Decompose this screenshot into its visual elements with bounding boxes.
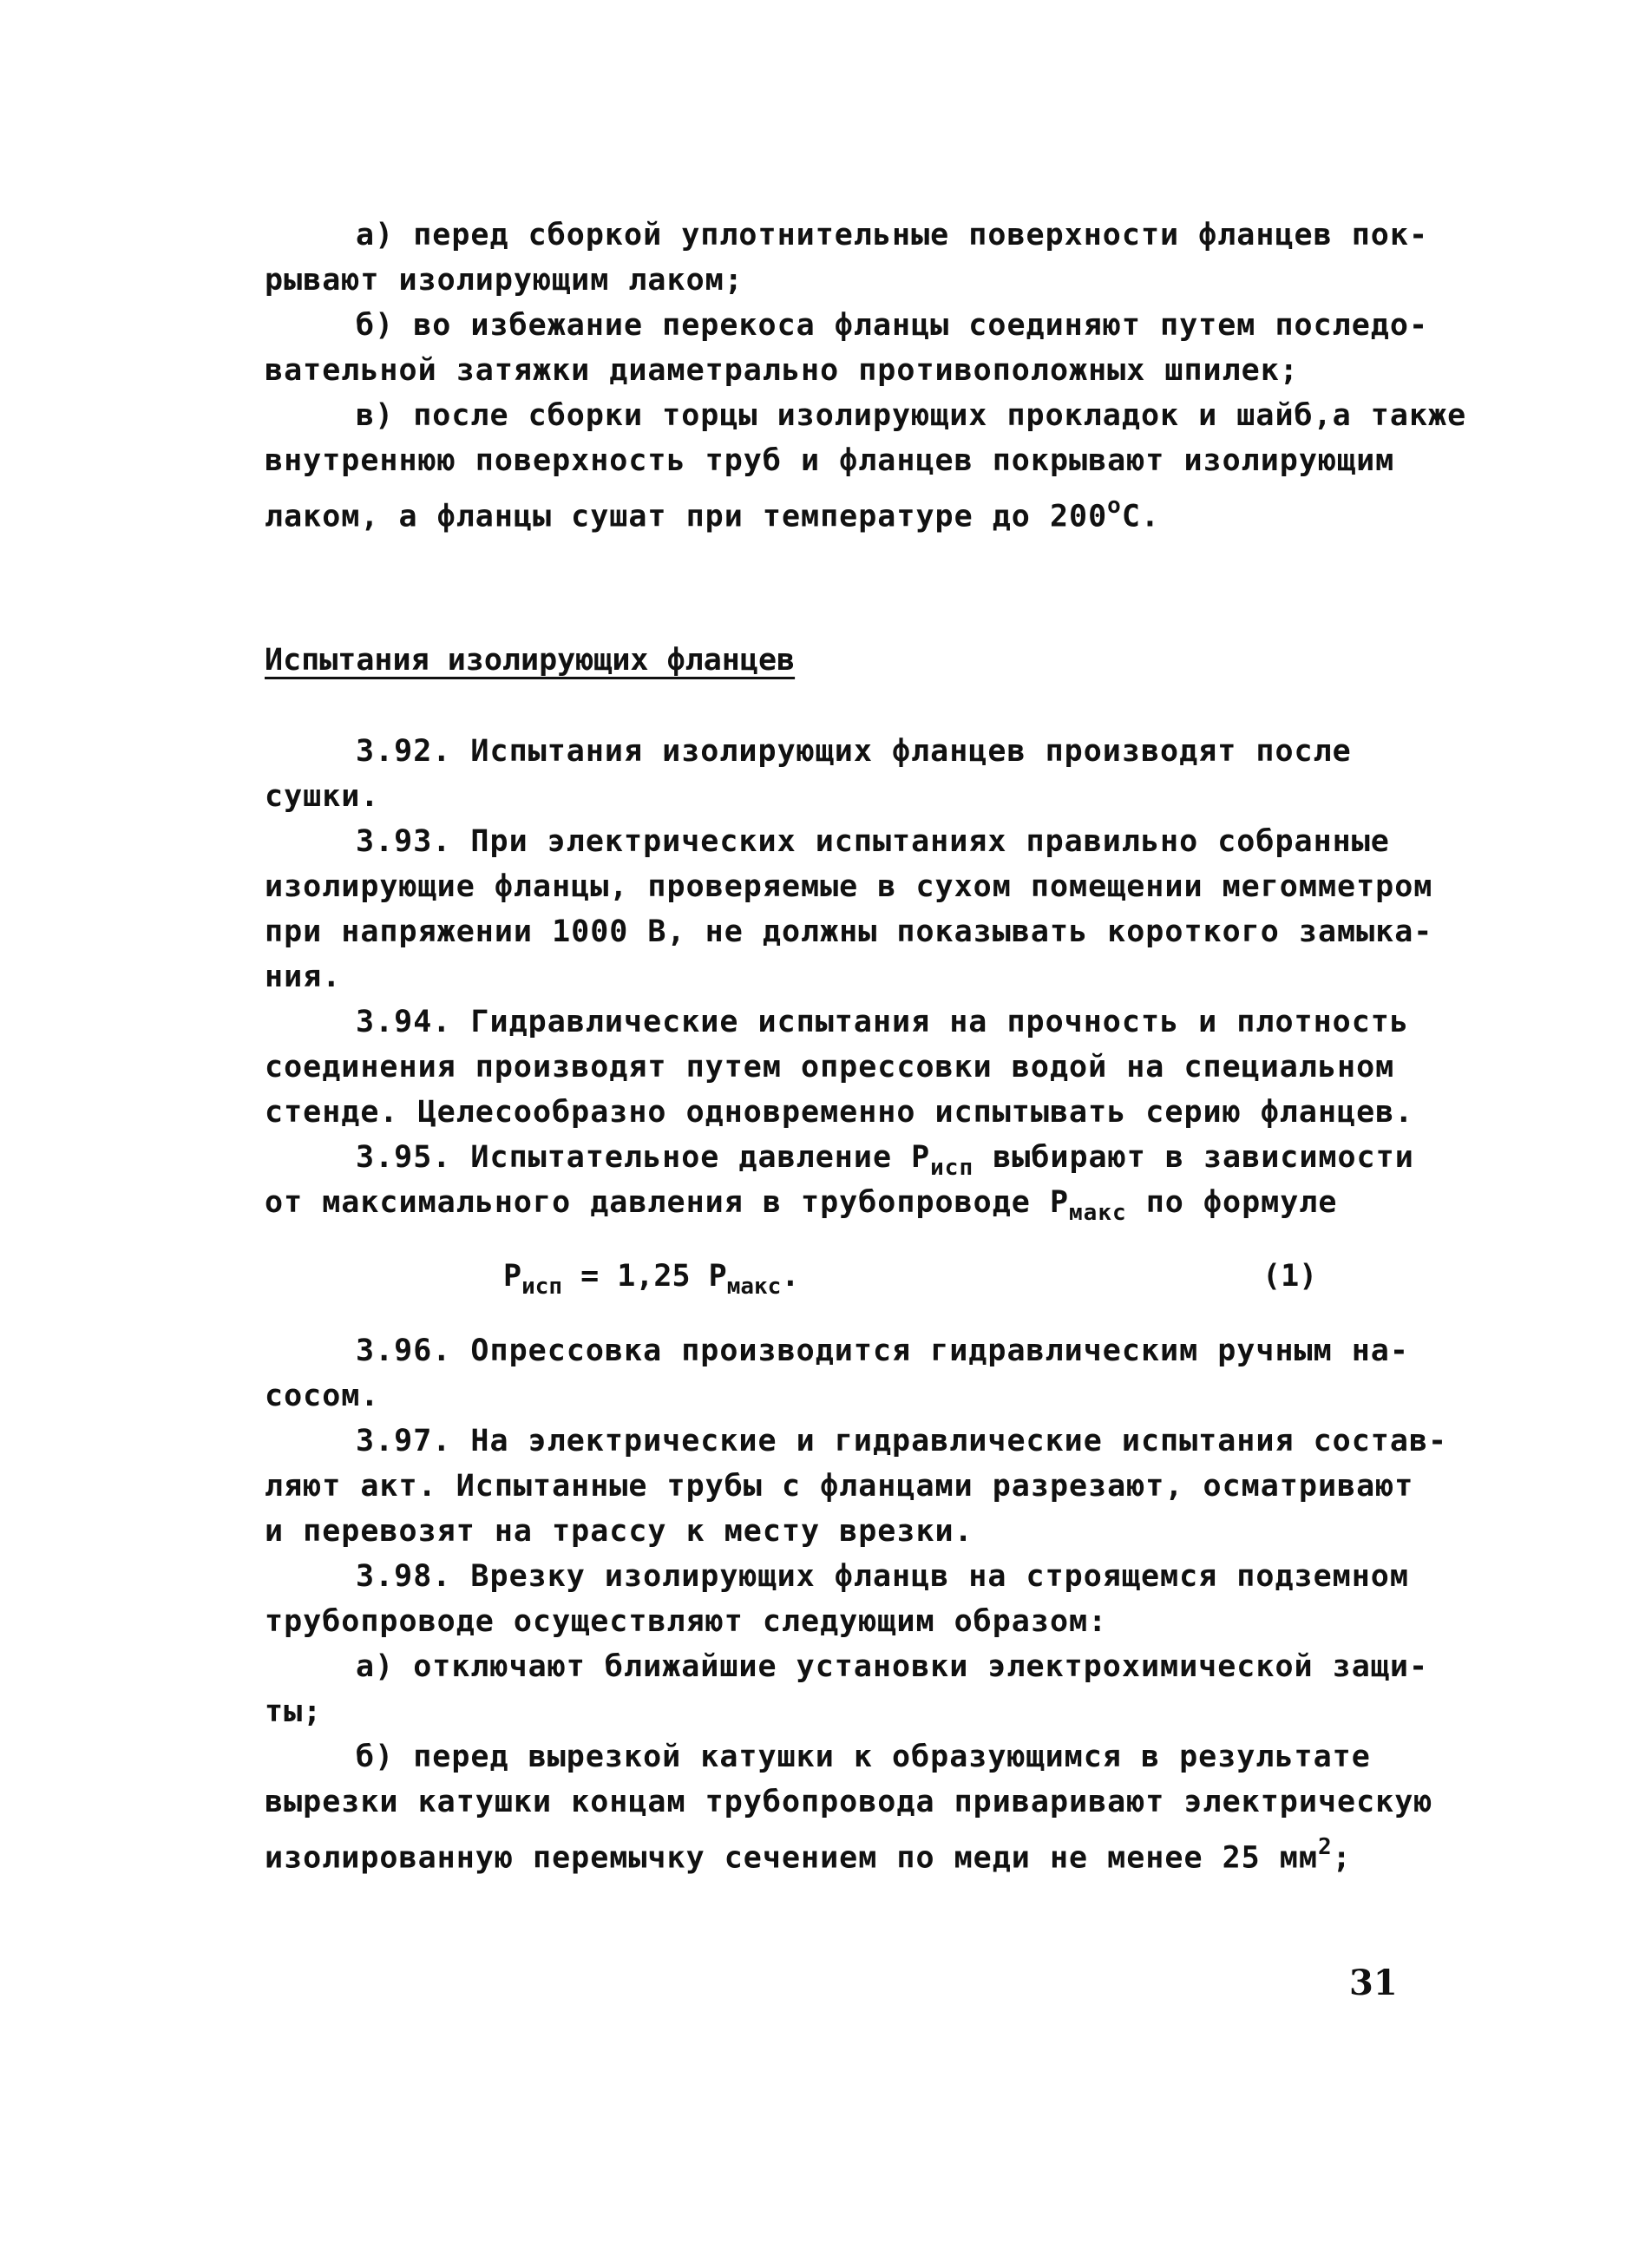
formula-end: . <box>781 1259 800 1294</box>
section-3-98-line-1: 3.98. Врезку изолирующих фланцв на строящемся подземном <box>356 1559 1409 1594</box>
formula-lhs: Р <box>503 1259 522 1294</box>
section-3-92-line-1: 3.92. Испытания изолирующих фланцев производят после <box>356 734 1352 769</box>
section-3-94-line-2: соединения производят путем опрессовки водой на специальном <box>265 1050 1395 1085</box>
section-3-94-line-1: 3.94. Гидравлические испытания на прочность и плотность <box>356 1005 1409 1039</box>
para-a-line-2: рывают изолирующим лаком; <box>265 263 744 298</box>
section-heading: Испытания изолирующих фланцев <box>265 643 796 678</box>
subscript-maks: макс <box>1069 1200 1127 1227</box>
formula-rhs-subscript: макс <box>726 1274 782 1301</box>
section-3-93-line-2: изолирующие фланцы, проверяемые в сухом помещении мегомметром <box>265 869 1433 904</box>
section-3-96-line-2: сосом. <box>265 1379 380 1413</box>
section-3-97-line-1: 3.97. На электрические и гидравлические испытания состав- <box>356 1424 1448 1458</box>
formula-number: (1) <box>1262 1259 1318 1294</box>
section-3-93-line-4: ния. <box>265 960 342 994</box>
section-3-98-a-line-2: ты; <box>265 1694 323 1729</box>
section-3-92-line-2: сушки. <box>265 779 380 814</box>
section-3-95-line-1-end: выбирают в зависимости <box>974 1140 1414 1175</box>
section-3-98-a-line-1: а) отключают ближайшие установки электрохимической защи- <box>356 1649 1429 1684</box>
para-c-line-1: в) после сборки торцы изолирующих прокладок и шайб,а также <box>356 398 1467 433</box>
section-3-93-line-3: при напряжении 1000 В, не должны показывать короткого замыка- <box>265 914 1433 949</box>
page-number: 31 <box>1349 1963 1398 2003</box>
subscript-isp: исп <box>930 1155 974 1182</box>
section-3-94-line-3: стенде. Целесообразно одновременно испытывать серию фланцев. <box>265 1095 1414 1130</box>
section-3-98-b-line-3 <box>265 1825 1352 1881</box>
degree-superscript: о <box>1107 493 1122 519</box>
para-a-line-1: а) перед сборкой уплотнительные поверхности фланцев пок- <box>356 218 1429 252</box>
para-c-line-2: внутреннюю поверхность труб и фланцев покрывают изолирующим <box>265 443 1395 478</box>
section-3-98-b-line-3-text: изолированную перемычку сечением по меди не менее 25 мм <box>265 1840 1318 1876</box>
section-3-98-line-2: трубопроводе осуществляют следующим образом: <box>265 1604 1108 1639</box>
section-3-97-line-2: ляют акт. Испытанные трубы с фланцами разрезают, осматривают <box>265 1469 1414 1504</box>
section-3-95-line-2 <box>265 1180 1337 1235</box>
para-c-line-3-text: лаком, а фланцы сушат при температуре до 200 <box>265 499 1108 534</box>
para-b-line-2: вательной затяжки диаметрально противоположных шпилек; <box>265 353 1299 388</box>
formula <box>503 1254 799 1309</box>
para-b-line-1: б) во избежание перекоса фланцы соединяют путем последо- <box>356 308 1429 343</box>
section-3-98-b-line-3-end: ; <box>1332 1840 1352 1876</box>
section-3-95-line-2-end: по формуле <box>1126 1185 1338 1220</box>
section-3-95-line-1-text: 3.95. Испытательное давление Р <box>356 1140 931 1175</box>
para-c-line-3-end: С. <box>1121 499 1160 534</box>
formula-lhs-subscript: исп <box>521 1274 563 1301</box>
section-3-97-line-3: и перевозят на трассу к месту врезки. <box>265 1514 974 1549</box>
section-3-98-b-line-1: б) перед вырезкой катушки к образующимся в результате <box>356 1740 1371 1774</box>
para-c-line-3 <box>265 483 1160 540</box>
section-3-98-b-line-2: вырезки катушки концам трубопровода приваривают электрическую <box>265 1785 1433 1819</box>
section-3-96-line-1: 3.96. Опрессовка производится гидравлическим ручным на- <box>356 1334 1409 1368</box>
square-superscript: 2 <box>1317 1834 1333 1860</box>
formula-mid: = 1,25 Р <box>562 1259 727 1294</box>
section-3-95-line-2-text: от максимального давления в трубопроводе Р <box>265 1185 1070 1220</box>
section-3-93-line-1: 3.93. При электрических испытаниях правильно собранные <box>356 824 1390 859</box>
